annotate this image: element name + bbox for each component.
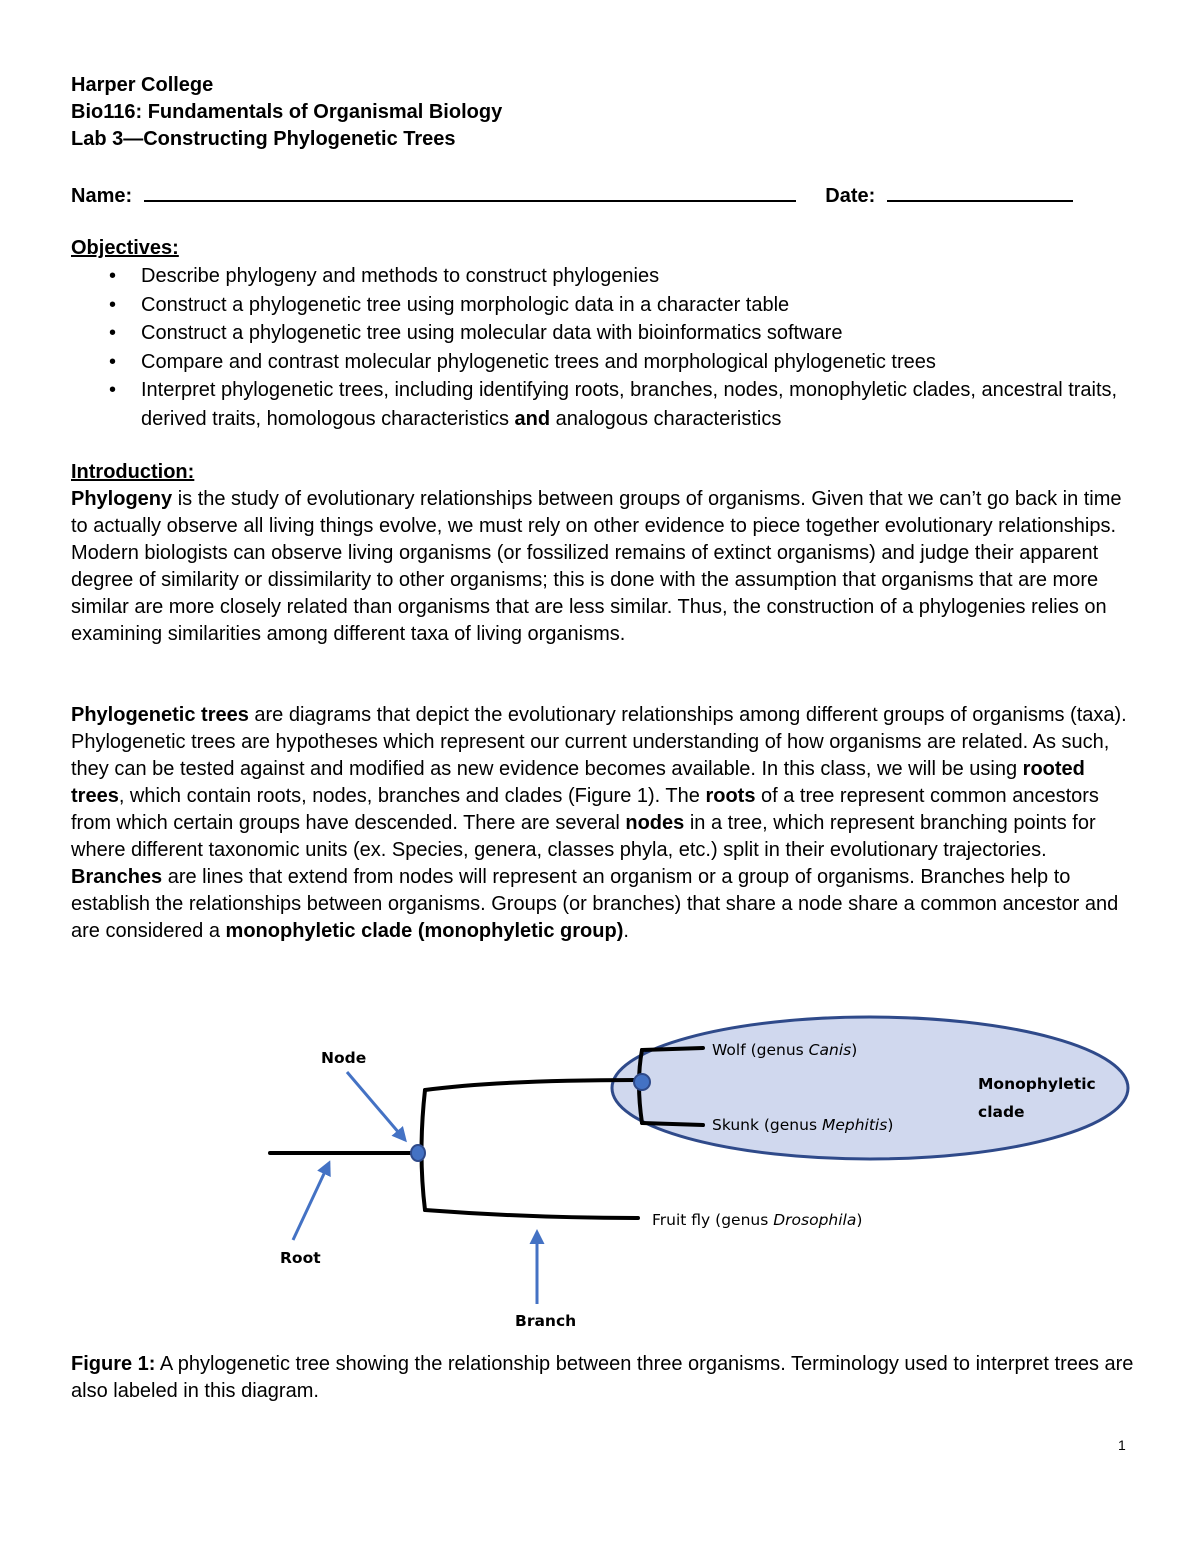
skunk-branch — [642, 1123, 703, 1125]
course-title: Bio116: Fundamentals of Organismal Biology — [71, 101, 503, 123]
list-item: • Construct a phylogenetic tree using morphologic data in a character table — [71, 291, 1151, 320]
taxon-label-skunk: Skunk (genus Mephitis) — [712, 1116, 894, 1134]
fruit-fly-branch — [425, 1210, 638, 1218]
objectives-title: Objectives: — [71, 237, 179, 259]
node-arrow — [347, 1072, 405, 1140]
introduction-title: Introduction: — [71, 461, 195, 483]
tree-branches — [270, 1048, 703, 1218]
clade-label-line2: clade — [978, 1103, 1025, 1121]
intro-paragraph-1: Phylogeny is the study of evolutionary relationships between groups of organisms. Given that we can’t go back in time to actually observe all living things evolve, we must rely on other evidence to piece together evolutionary relationships. Modern biologists can observe living organisms (or fossilized remains of extinct organisms) and judge their apparent degree of similarity or dissimilarity to other organisms; this is done with the assumption that organisms that are more similar are more closely related than organisms that are less similar. Thus, the construction of a phylogenies relies on examining similarities among different taxa of living organisms. — [71, 488, 1122, 645]
list-item: • Construct a phylogenetic tree using molecular data with bioinformatics software — [71, 319, 1151, 348]
upper-branch — [425, 1080, 640, 1090]
name-label: Name: — [71, 185, 133, 207]
wolf-branch — [642, 1048, 703, 1050]
bullet-icon: • — [109, 350, 117, 373]
node-marker — [634, 1074, 650, 1090]
arrows — [293, 1072, 537, 1304]
list-item: • Compare and contrast molecular phylogenetic trees and morphological phylogenetic trees — [71, 348, 1151, 377]
node-marker — [411, 1145, 425, 1161]
bullet-icon: • — [109, 379, 117, 401]
page-number: 1 — [1118, 1437, 1126, 1453]
branch-label: Branch — [515, 1312, 577, 1330]
lab-title: Lab 3—Constructing Phylogenetic Trees — [71, 128, 456, 150]
date-label: Date: — [825, 185, 876, 207]
figure-caption: Figure 1: A phylogenetic tree showing the relationship between three organisms. Terminology used to interpret trees are also labeled in this diagram. — [71, 1353, 1134, 1402]
list-item: • Interpret phylogenetic trees, including identifying roots, branches, nodes, monophyletic clades, ancestral traits, derived traits, homologous characteristics and analogous characteristics — [71, 376, 1151, 433]
taxon-label-wolf: Wolf (genus Canis) — [712, 1041, 858, 1059]
list-item: • Describe phylogeny and methods to construct phylogenies — [71, 262, 1151, 291]
college-name: Harper College — [71, 74, 214, 96]
intro-paragraph-2: Phylogenetic trees are diagrams that depict the evolutionary relationships among different groups of organisms (taxa). Phylogenetic trees are hypotheses which represent our current understanding of how organisms are related. As such, they can be tested against and modified as new evidence becomes available. In this class, we will be using rooted trees, which contain roots, nodes, branches and clades (Figure 1). The roots of a tree represent common ancestors from which certain groups have descended. There are several nodes in a tree, which represent branching points for where different taxonomic units (ex. Species, genera, classes phyla, etc.) split in their evolutionary trajectories. Branches are lines that extend from nodes will represent an organism or a group of organisms. Branches help to establish the relationships between organisms. Groups (or branches) that share a node share a common ancestor and are considered a monophyletic clade (monophyletic group). — [71, 704, 1127, 942]
root-label: Root — [280, 1249, 321, 1267]
clade-label-line1: Monophyletic — [978, 1075, 1096, 1093]
bullet-icon: • — [109, 322, 117, 344]
bullet-icon: • — [109, 293, 117, 316]
node-label: Node — [321, 1049, 367, 1067]
bullet-icon: • — [109, 265, 117, 287]
taxon-label-fruit-fly: Fruit fly (genus Drosophila) — [652, 1211, 863, 1229]
root-arrow — [293, 1163, 329, 1240]
